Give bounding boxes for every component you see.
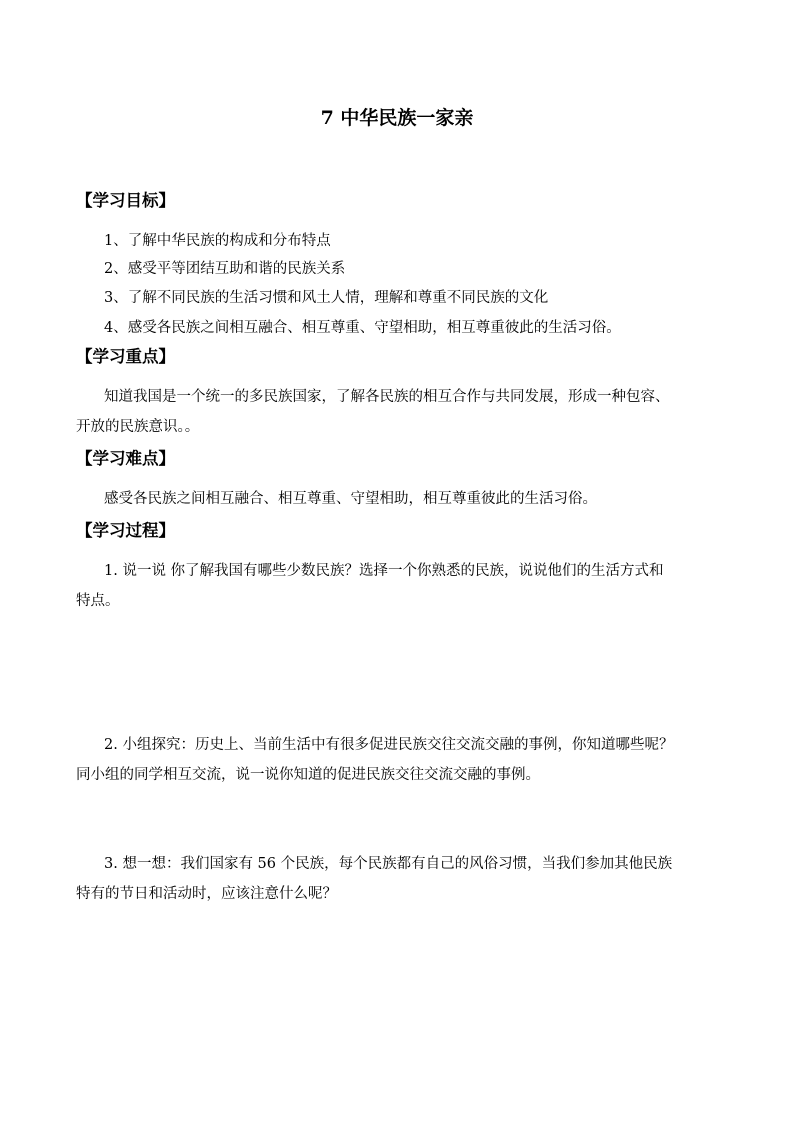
focus-paragraph-line-2: 开放的民族意识。。	[76, 419, 200, 435]
question-2-line-2: 同小组的同学相互交流，说一说你知道的促进民族交往交流交融的事例。	[76, 767, 540, 783]
document-title: 7 中华民族一家亲	[320, 107, 474, 129]
goal-item-4: 4、感受各民族之间相互融合、相互尊重、守望相助，相互尊重彼此的生活习俗。	[104, 320, 621, 336]
question-1-line-2: 特点。	[76, 593, 120, 609]
question-3-line-1: 3. 想一想：我们国家有 56 个民族，每个民族都有自己的风俗习惯，当我们参加其他民族	[104, 856, 673, 872]
goal-item-1: 1、了解中华民族的构成和分布特点	[104, 233, 331, 249]
section-heading-goals: 【学习目标】	[76, 191, 175, 210]
focus-paragraph-line-1: 知道我国是一个统一的多民族国家，了解各民族的相互合作与共同发展，形成一种包容、	[104, 389, 670, 405]
section-heading-process: 【学习过程】	[76, 521, 175, 540]
question-1-line-1: 1. 说一说 你了解我国有哪些少数民族？选择一个你熟悉的民族，说说他们的生活方式和	[104, 563, 664, 579]
section-heading-difficulty: 【学习难点】	[76, 449, 175, 468]
difficulty-paragraph-line-1: 感受各民族之间相互融合、相互尊重、守望相助，相互尊重彼此的生活习俗。	[104, 491, 597, 507]
section-heading-focus: 【学习重点】	[76, 347, 175, 366]
goal-item-2: 2、感受平等团结互助和谐的民族关系	[104, 261, 346, 277]
question-3-line-2: 特有的节日和活动时，应该注意什么呢？	[76, 886, 337, 902]
question-2-line-1: 2. 小组探究：历史上、当前生活中有很多促进民族交往交流交融的事例，你知道哪些呢？	[104, 737, 674, 753]
goal-item-3: 3、了解不同民族的生活习惯和风土人情，理解和尊重不同民族的文化	[104, 290, 549, 306]
